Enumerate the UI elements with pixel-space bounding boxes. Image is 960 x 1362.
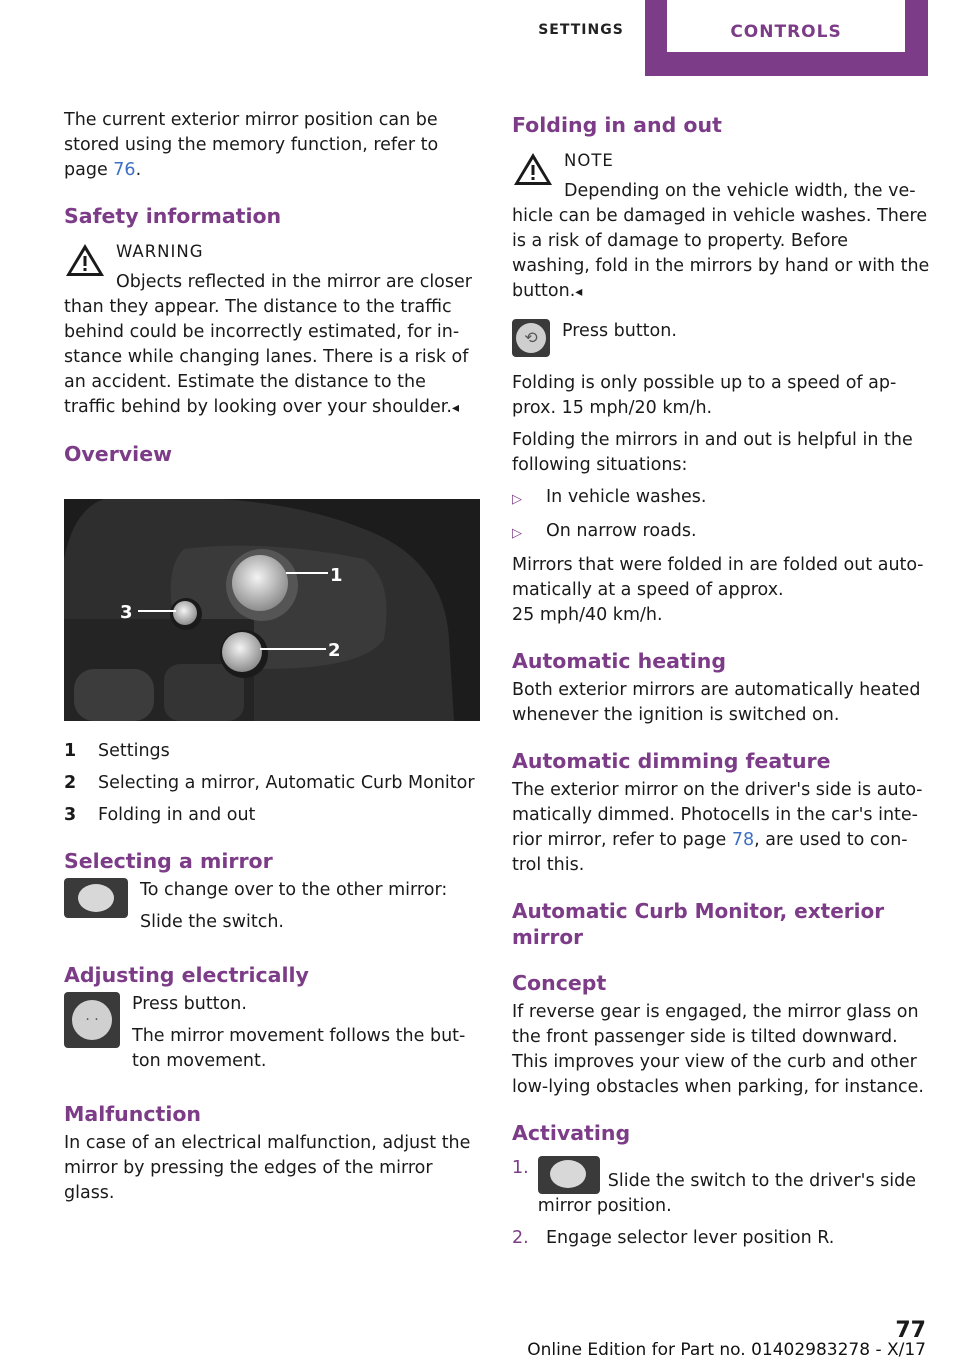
figure-label-3: 3 (120, 602, 133, 623)
figure-label-2: 2 (328, 640, 341, 661)
warning-icon (64, 241, 106, 279)
page-number: 77 (895, 1318, 926, 1343)
adjusting-heading: Adjusting electrically (64, 963, 309, 987)
legend-text: Folding in and out (98, 805, 256, 825)
figure-legend (64, 739, 482, 828)
bullet-triangle-icon: ▷ (512, 526, 522, 541)
heating-text: Both exterior mirrors are automatically heated whenever the ignition is switched on. (512, 680, 921, 725)
heating-heading: Automatic heating (512, 649, 727, 673)
intro-text: The current exterior mirror position can be stored using the memory function, refer to page (64, 110, 439, 180)
bullet-text: On narrow roads. (546, 521, 697, 541)
dimming-body: The exterior mirror on the driver's side is automatically dimmed. Photocells in the car's interior mirror, refer to page (512, 780, 923, 850)
list-item (512, 519, 930, 546)
end-mark: ◂ (575, 284, 583, 300)
folding-helpful-text: Folding the mirrors in and out is helpful in the following situations: (512, 430, 913, 475)
selecting-row (64, 878, 482, 942)
folded-out-body: Mirrors that were folded in are folded out automatically at a speed of approx. (512, 555, 924, 600)
mirror-switch-icon (64, 878, 128, 918)
legend-text: Selecting a mirror, Automatic Curb Monitor (98, 773, 475, 793)
adjusting-text (132, 992, 482, 1081)
tab-settings[interactable]: SETTINGS (538, 22, 624, 38)
folded-out-speed: 25 mph/40 km/h. (512, 605, 663, 625)
bullet-text: In vehicle washes. (546, 487, 707, 507)
step-body: Slide the switch to the driver's side mirror position. (537, 1171, 916, 1216)
dimming-heading: Automatic dimming feature (512, 749, 831, 773)
adjust-button-icon (64, 992, 120, 1048)
page-link-76[interactable]: 76 (113, 160, 136, 180)
legend-item (64, 771, 482, 796)
warning-block (64, 239, 482, 421)
selecting-heading: Selecting a mirror (64, 849, 273, 873)
folding-heading: Folding in and out (512, 113, 722, 137)
safety-heading: Safety information (64, 204, 282, 228)
concept-heading: Concept (512, 971, 607, 995)
warning-text (64, 270, 482, 421)
list-item (512, 1156, 930, 1219)
legend-number: 1 (64, 741, 77, 761)
malfunction-heading: Malfunction (64, 1102, 202, 1126)
end-mark: ◂ (451, 400, 459, 416)
page-header (0, 0, 960, 80)
curb-monitor-heading: Automatic Curb Monitor, exterior mirror (512, 899, 885, 949)
legend-item (64, 739, 482, 764)
warning-title: WARNING (116, 242, 204, 261)
step-number: 1. (512, 1158, 529, 1178)
tab-controls-label: CONTROLS (730, 22, 842, 42)
bullet-triangle-icon: ▷ (512, 492, 522, 507)
tab-controls[interactable] (645, 0, 928, 76)
activating-heading: Activating (512, 1121, 631, 1145)
adjusting-line-1: Press button. (132, 994, 247, 1014)
overview-heading: Overview (64, 442, 173, 466)
list-item (512, 485, 930, 512)
warning-body: Objects reflected in the mirror are closer than they appear. The distance to the traffic behind could be incorrectly estimated, for instance while changing lanes. There is a risk of an accident. Estimate the distance to the traffic behind by looking over your shoulder. (64, 272, 472, 417)
note-text (512, 179, 930, 305)
legend-item (64, 803, 482, 828)
legend-text: Settings (98, 741, 170, 761)
folded-out-text (512, 553, 930, 628)
concept-text: If reverse gear is engaged, the mirror glass on the front passenger side is tilted downward. This improves your view of the curb and other low-lying obstacles when parking, for instance. (512, 1002, 924, 1097)
note-title: NOTE (564, 151, 614, 170)
selecting-line-1: To change over to the other mirror: (140, 880, 448, 900)
note-body: Depending on the vehicle width, the vehicle can be damaged in vehicle washes. There is a risk of damage to property. Before washing, fold in the mirrors by hand or with the button. (512, 181, 930, 301)
folding-speed-text: Folding is only possible up to a speed of approx. 15 mph/20 km/h. (512, 373, 897, 418)
warning-icon (512, 150, 554, 188)
intro-text-end: . (135, 160, 142, 180)
step-number: 2. (512, 1228, 529, 1248)
adjusting-row (64, 992, 482, 1081)
intro-paragraph (64, 108, 482, 183)
page-link-78[interactable]: 78 (731, 830, 755, 850)
dimming-body-end: , are used to control this. (512, 830, 908, 875)
right-column (512, 108, 930, 1258)
legend-number: 3 (64, 805, 77, 825)
tab-controls-label-box (667, 0, 905, 52)
adjusting-line-2: The mirror movement follows the button movement. (132, 1026, 466, 1071)
page-footer (0, 1318, 960, 1362)
note-block (512, 148, 930, 305)
mirror-switch-icon (538, 1156, 600, 1194)
step-text (538, 1156, 930, 1219)
edition-text: Online Edition for Part no. 01402983278 - X/17 (527, 1340, 926, 1360)
fold-press-button: Press button. (562, 321, 677, 341)
selecting-text (140, 878, 447, 942)
step-text: Engage selector lever position R. (546, 1228, 835, 1248)
fold-button-icon (512, 319, 550, 357)
mirror-controls-photo (64, 499, 480, 721)
dimming-text (512, 778, 930, 878)
legend-number: 2 (64, 773, 77, 793)
fold-button-row (512, 319, 930, 357)
left-column (64, 108, 482, 1213)
selecting-line-2: Slide the switch. (140, 912, 284, 932)
figure-label-1: 1 (330, 565, 343, 586)
malfunction-text: In case of an electrical malfunction, adjust the mirror by pressing the edges of the mirror glass. (64, 1133, 471, 1203)
list-item (512, 1226, 930, 1251)
